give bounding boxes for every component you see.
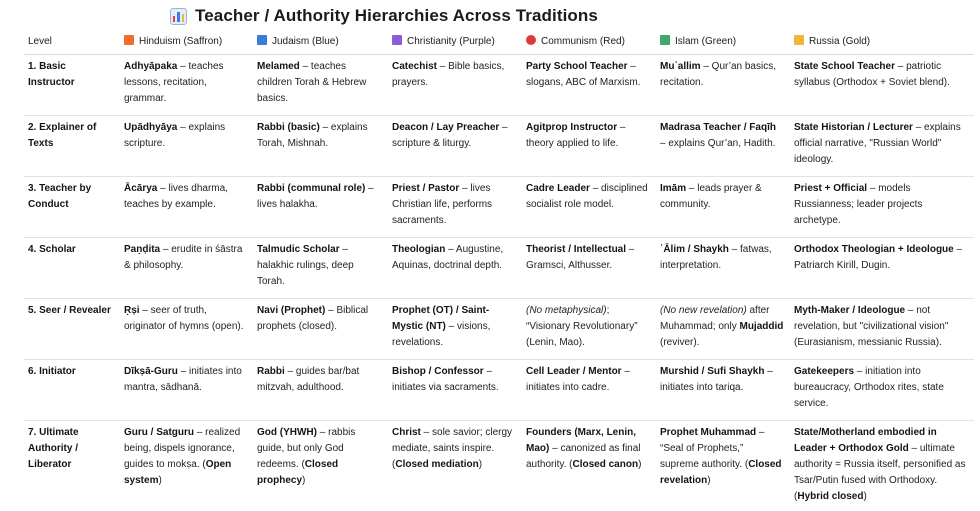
term-name: Talmudic Scholar: [257, 243, 340, 255]
cell-russia: [790, 420, 974, 511]
yellow-square-icon: [794, 35, 804, 45]
description-text: ): [478, 458, 483, 470]
blue-square-icon: [257, 35, 267, 45]
term-name: Theologian: [392, 243, 446, 255]
term-name: Murshid / Sufi Shaykh: [660, 365, 765, 377]
column-header-label: Hinduism (Saffron): [139, 35, 223, 47]
description-text: – seer of truth, originator of hymns (open).: [124, 304, 244, 332]
term-name: Closed prophecy: [257, 458, 339, 486]
cell-communism: [522, 298, 656, 359]
term-name: Gatekeepers: [794, 365, 855, 377]
description-text: – sole savior; clergy mediate, saints inspire. (: [392, 426, 513, 470]
level-cell: [24, 54, 120, 115]
level-cell: [24, 359, 120, 420]
description-text: ; “Visionary Revolutionary” (Lenin, Mao).: [526, 304, 638, 348]
description-text: – initiates into tariqa.: [660, 365, 773, 393]
description-text: – Biblical prophets (closed).: [257, 304, 369, 332]
description-text: – patriotic syllabus (Orthodox + Soviet blend).: [794, 60, 950, 88]
level-label: 1. Basic Instructor: [28, 60, 75, 88]
column-header-label: Judaism (Blue): [272, 35, 339, 47]
term-name: Dīkṣā-Guru: [124, 365, 178, 377]
term-name: Closed mediation: [395, 458, 479, 470]
cell-christianity: [388, 176, 522, 237]
term-name: Prophet (OT) / Saint-Mystic (NT): [392, 304, 490, 332]
description-text: ): [158, 474, 162, 486]
cell-russia: [790, 54, 974, 115]
cell-islam: [656, 359, 790, 420]
description-text: – explains Qur’an, Hadith.: [660, 137, 776, 149]
cell-communism: [522, 115, 656, 176]
term-name: Bishop / Confessor: [392, 365, 484, 377]
term-name: Rabbi (basic): [257, 121, 320, 133]
description-text: – ultimate authority = Russia itself, personified as Tsar/Putin fused with Orthodoxy. (: [794, 442, 966, 502]
description-text: ): [863, 490, 867, 502]
term-name: Paṇḍita: [124, 243, 161, 255]
description-text: – realized being, dispels ignorance, guides to mokṣa. (: [124, 426, 241, 470]
column-header-label: Communism (Red): [541, 35, 625, 47]
description-text: – models Russianness; leader projects archetype.: [794, 182, 923, 226]
column-header-label: Islam (Green): [675, 35, 737, 47]
description-text: – leads prayer & community.: [660, 182, 762, 210]
column-header-islam: [656, 30, 790, 54]
cell-russia: [790, 115, 974, 176]
description-text: ): [302, 474, 306, 486]
description-text: – explains official narrative, "Russian World" ideology.: [794, 121, 961, 165]
description-text: – visions, revelations.: [392, 320, 491, 348]
cell-judaism: [253, 176, 388, 237]
cell-judaism: [253, 420, 388, 511]
description-text: – initiates via sacraments.: [392, 365, 499, 393]
column-header-christianity: [388, 30, 522, 54]
description-text: – disciplined socialist role model.: [526, 182, 648, 210]
description-text: – teaches children Torah & Hebrew basics.: [257, 60, 367, 104]
cell-hinduism: [120, 176, 253, 237]
cell-communism: [522, 54, 656, 115]
column-header-russia: [790, 30, 974, 54]
term-name: Orthodox Theologian + Ideologue: [794, 243, 954, 255]
description-text: – lives Christian life, performs sacraments.: [392, 182, 493, 226]
table-row: [24, 115, 974, 176]
description-text: ): [638, 458, 642, 470]
cell-russia: [790, 237, 974, 298]
table-row: [24, 359, 974, 420]
cell-christianity: [388, 237, 522, 298]
term-name: Closed revelation: [660, 458, 782, 486]
cell-hinduism: [120, 420, 253, 511]
cell-christianity: [388, 420, 522, 511]
cell-communism: [522, 420, 656, 511]
term-name: ʿĀlim / Shaykh: [660, 243, 729, 255]
description-text: after Muhammad; only: [660, 304, 770, 332]
cell-hinduism: [120, 359, 253, 420]
table-row: [24, 420, 974, 511]
cell-judaism: [253, 359, 388, 420]
cell-hinduism: [120, 298, 253, 359]
term-name: Open system: [124, 458, 232, 486]
description-text: – erudite in śāstra & philosophy.: [124, 243, 243, 271]
cell-christianity: [388, 298, 522, 359]
cell-communism: [522, 176, 656, 237]
red-circle-icon: [526, 35, 536, 45]
level-cell: [24, 237, 120, 298]
term-name: Party School Teacher: [526, 60, 628, 72]
cell-islam: [656, 115, 790, 176]
cell-islam: [656, 54, 790, 115]
cell-islam: [656, 298, 790, 359]
cell-judaism: [253, 54, 388, 115]
cell-russia: [790, 176, 974, 237]
description-text: – slogans, ABC of Marxism.: [526, 60, 641, 88]
level-label: 7. Ultimate Authority / Liberator: [28, 426, 79, 470]
description-text: – theory applied to life.: [526, 121, 626, 149]
description-text: – Qur’an basics, recitation.: [660, 60, 776, 88]
title-bar: [170, 4, 598, 28]
description-text: – initiates into mantra, sādhanā.: [124, 365, 242, 393]
description-text: – canonized as final authority. (: [526, 442, 641, 470]
term-name: Prophet Muhammad: [660, 426, 757, 438]
orange-square-icon: [124, 35, 134, 45]
purple-square-icon: [392, 35, 402, 45]
column-header-label: Russia (Gold): [809, 35, 871, 47]
level-label: 4. Scholar: [28, 243, 76, 255]
green-square-icon: [660, 35, 670, 45]
term-name: Ācārya: [124, 182, 158, 194]
description-text: – initiates into cadre.: [526, 365, 630, 393]
cell-communism: [522, 359, 656, 420]
description-text: – Augustine, Aquinas, doctrinal depth.: [392, 243, 504, 271]
term-name: Rabbi (communal role): [257, 182, 366, 194]
level-cell: [24, 115, 120, 176]
note-text: (No metaphysical): [526, 304, 607, 316]
page-title: Teacher / Authority Hierarchies Across Traditions: [195, 6, 598, 25]
description-text: – Bible basics, prayers.: [392, 60, 505, 88]
term-name: Agitprop Instructor: [526, 121, 618, 133]
term-name: Catechist: [392, 60, 438, 72]
term-name: Priest + Official: [794, 182, 868, 194]
cell-communism: [522, 237, 656, 298]
description-text: (reviver).: [660, 336, 700, 348]
term-name: Imām: [660, 182, 687, 194]
term-name: Rabbi: [257, 365, 285, 377]
hierarchy-table: [24, 30, 974, 511]
table-row: [24, 237, 974, 298]
description-text: – not revelation, but "civilizational vision" (Eurasianism, messianic Russia).: [794, 304, 949, 348]
description-text: ): [707, 474, 711, 486]
term-name: Myth-Maker / Ideologue: [794, 304, 906, 316]
description-text: – rabbis guide, but only God redeems. (: [257, 426, 356, 470]
term-name: State/Motherland embodied in Leader + Orthodox Gold: [794, 426, 937, 454]
level-cell: [24, 420, 120, 511]
table-row: [24, 176, 974, 237]
term-name: Melamed: [257, 60, 300, 72]
description-text: – explains Torah, Mishnah.: [257, 121, 368, 149]
term-name: Upādhyāya: [124, 121, 178, 133]
term-name: Hybrid closed: [797, 490, 864, 502]
cell-islam: [656, 176, 790, 237]
term-name: Closed canon: [572, 458, 639, 470]
bar-chart-icon: [170, 8, 187, 25]
term-name: State Historian / Lecturer: [794, 121, 913, 133]
cell-judaism: [253, 237, 388, 298]
term-name: God (YHWH): [257, 426, 317, 438]
term-name: Deacon / Lay Preacher: [392, 121, 500, 133]
cell-hinduism: [120, 237, 253, 298]
column-header-label: Level: [28, 35, 52, 47]
description-text: – Patriarch Kirill, Dugin.: [794, 243, 963, 271]
term-name: Ṛṣi: [124, 304, 140, 316]
description-text: – “Seal of Prophets,” supreme authority. (: [660, 426, 765, 470]
description-text: – halakhic rulings, deep Torah.: [257, 243, 354, 287]
term-name: Christ: [392, 426, 421, 438]
cell-christianity: [388, 54, 522, 115]
description-text: – fatwas, interpretation.: [660, 243, 772, 271]
cell-judaism: [253, 298, 388, 359]
term-name: Cell Leader / Mentor: [526, 365, 622, 377]
column-header-level: [24, 30, 120, 54]
table-body: [24, 54, 974, 511]
cell-islam: [656, 237, 790, 298]
description-text: – explains scripture.: [124, 121, 226, 149]
level-label: 5. Seer / Revealer: [28, 304, 111, 316]
cell-russia: [790, 359, 974, 420]
term-name: Adhyāpaka: [124, 60, 178, 72]
term-name: Cadre Leader: [526, 182, 590, 194]
term-name: Guru / Satguru: [124, 426, 194, 438]
description-text: – Gramsci, Althusser.: [526, 243, 635, 271]
column-header-judaism: [253, 30, 388, 54]
cell-judaism: [253, 115, 388, 176]
description-text: – teaches lessons, recitation, grammar.: [124, 60, 224, 104]
cell-hinduism: [120, 54, 253, 115]
level-label: 2. Explainer of Texts: [28, 121, 97, 149]
term-name: Navi (Prophet): [257, 304, 326, 316]
level-label: 3. Teacher by Conduct: [28, 182, 92, 210]
cell-christianity: [388, 115, 522, 176]
column-header-hinduism: [120, 30, 253, 54]
description-text: – guides bar/bat mitzvah, adulthood.: [257, 365, 360, 393]
cell-hinduism: [120, 115, 253, 176]
term-name: Muʿallim: [660, 60, 701, 72]
header-row: [24, 30, 974, 54]
level-cell: [24, 176, 120, 237]
term-name: Theorist / Intellectual: [526, 243, 627, 255]
level-cell: [24, 298, 120, 359]
description-text: – scripture & liturgy.: [392, 121, 508, 149]
term-name: State School Teacher: [794, 60, 895, 72]
column-header-communism: [522, 30, 656, 54]
cell-christianity: [388, 359, 522, 420]
note-text: (No new revelation): [660, 304, 747, 316]
table-row: [24, 54, 974, 115]
description-text: – lives halakha.: [257, 182, 374, 210]
cell-russia: [790, 298, 974, 359]
term-name: Founders (Marx, Lenin, Mao): [526, 426, 637, 454]
description-text: – initiation into bureaucracy, Orthodox rites, state service.: [794, 365, 944, 409]
term-name: Priest / Pastor: [392, 182, 460, 194]
cell-islam: [656, 420, 790, 511]
column-header-label: Christianity (Purple): [407, 35, 495, 47]
level-label: 6. Initiator: [28, 365, 76, 377]
term-name: Mujaddid: [739, 320, 784, 332]
term-name: Madrasa Teacher / Faqīh: [660, 121, 776, 133]
description-text: – lives dharma, teaches by example.: [124, 182, 228, 210]
table-row: [24, 298, 974, 359]
